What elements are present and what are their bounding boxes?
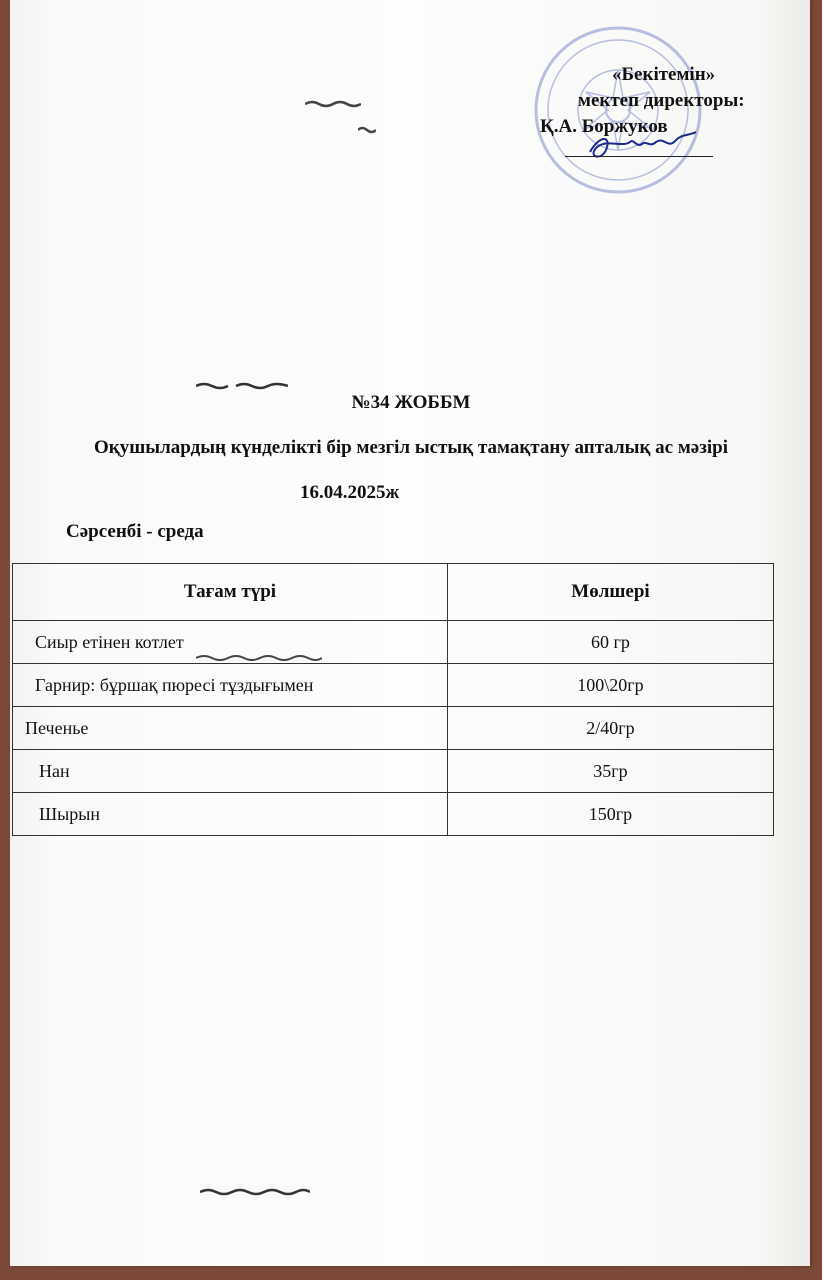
table-row <box>13 664 774 707</box>
faded-mark <box>200 1188 310 1196</box>
weekday-label: Сәрсенбі - среда <box>66 521 204 542</box>
table-row <box>13 750 774 793</box>
menu-date: 16.04.2025ж <box>300 482 400 503</box>
approval-title: «Бекітемін» <box>612 64 716 85</box>
dish-amount: 100\20гр <box>448 664 774 707</box>
menu-title: Оқушылардың күнделікті бір мезгіл ыстық тамақтану апталық ас мәзірі <box>94 437 728 458</box>
school-name: №34 ЖОББМ <box>351 392 471 413</box>
dish-amount: 60 гр <box>448 621 774 664</box>
signature-line <box>565 156 713 157</box>
faded-mark <box>305 100 361 108</box>
dish-name: Печенье <box>13 707 448 750</box>
dish-name: Сиыр етінен котлет <box>13 621 448 664</box>
director-signature <box>572 128 702 168</box>
dish-name: Нан <box>13 750 448 793</box>
column-header-amount: Мөлшері <box>448 564 774 621</box>
dish-amount: 2/40гр <box>448 707 774 750</box>
table-header-row <box>13 564 774 621</box>
faded-mark <box>196 382 288 390</box>
approval-position: мектеп директоры: <box>578 90 745 111</box>
dish-name: Гарнир: бұршақ пюресі тұздығымен <box>13 664 448 707</box>
dish-amount: 150гр <box>448 793 774 836</box>
column-header-dish: Тағам түрі <box>13 564 448 621</box>
dish-name: Шырын <box>13 793 448 836</box>
table-row <box>13 621 774 664</box>
table-row <box>13 707 774 750</box>
dish-amount: 35гр <box>448 750 774 793</box>
approval-director-name: Қ.А. Боржуков <box>540 116 668 137</box>
faded-mark <box>358 126 376 134</box>
menu-table <box>12 563 774 836</box>
table-row <box>13 793 774 836</box>
